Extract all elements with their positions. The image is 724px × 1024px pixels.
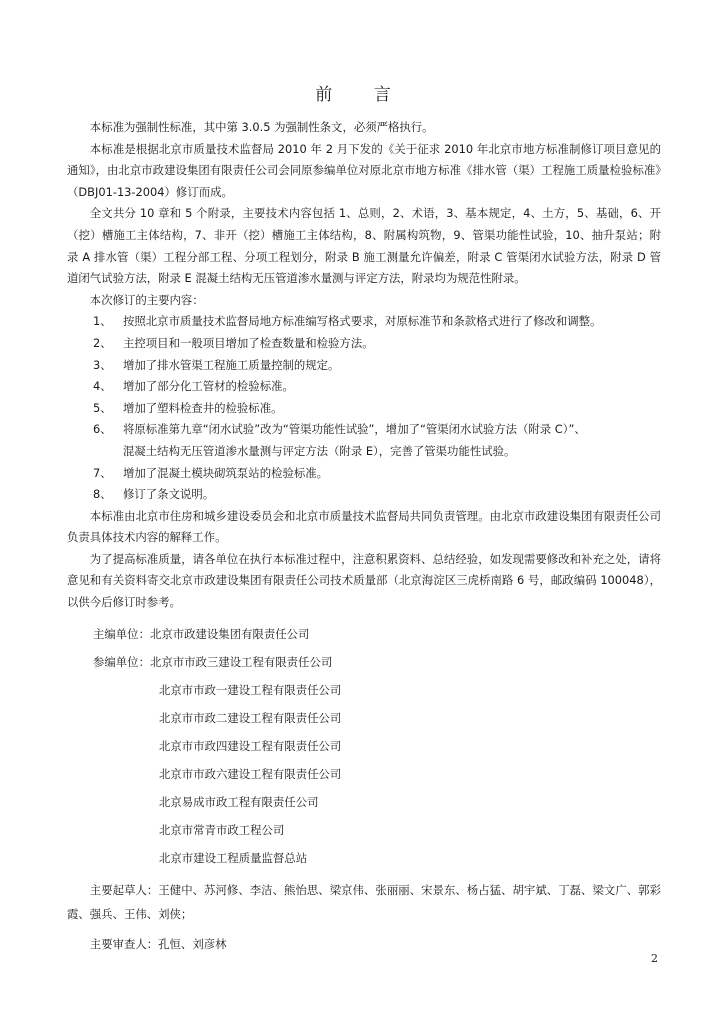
co-editor: 北京市市政六建设工程有限责任公司 <box>159 766 342 781</box>
list-item-continuation: 混凝土结构无压管道渗水量测与评定方法（附录 E），完善了管渠功能性试验。 <box>123 443 516 458</box>
paragraph-revision-intro: 本次修订的主要内容： <box>89 292 204 307</box>
paragraph-management: 本标准由北京市住房和城乡建设委员会和北京市质量技术监督局共同负责管理。由北京市政建设集团有限责任公司负责具体技术内容的解释工作。 <box>67 508 661 545</box>
co-editor: 北京市常青市政工程公司 <box>159 822 285 837</box>
co-editor: 北京市市政二建设工程有限责任公司 <box>159 710 342 725</box>
co-editor: 北京市市政四建设工程有限责任公司 <box>159 738 342 753</box>
list-item: 4、 增加了部分化工管材的检验标准。 <box>93 379 294 394</box>
co-editor: 北京市建设工程质量监督总站 <box>159 850 308 865</box>
co-editors-label: 参编单位： <box>93 654 150 669</box>
list-item: 6、 将原标准第九章“闭水试验”改为“管渠功能性试验”，增加了“管渠闭水试验方法（附录 C）”、 <box>93 422 586 437</box>
revision-list <box>67 311 661 505</box>
co-editor-row <box>67 648 661 676</box>
paragraph-contents: 全文共分 10 章和 5 个附录，主要技术内容包括 1、总则，2、术语，3、基本规定，4、土方，5、基础，6、开（挖）槽施工主体结构，7、非开（挖）槽施工主体结构，8、附属构筑物，9、管渠功能性试验，10、抽升泵站；附录 A 排水管（渠）工程分部工程、分项工程划分，附录 B 施工测量允许偏差，附录 C 管渠闭水试验方法，附录 D 管道闭气试验方法，附录 E 混凝土结构无压管道渗水量测与评定方法，附录均为规范性附录。 <box>67 206 661 286</box>
co-editor: 北京市市政一建设工程有限责任公司 <box>159 682 342 697</box>
drafters-list: 主要起草人：王健中、苏河修、李洁、熊怡思、梁京伟、张丽丽、宋景东、杨占猛、胡宇斌、丁磊、梁文广、郭彩霞、强兵、王伟、刘侠； <box>67 882 661 921</box>
chief-editor-unit: 主编单位：北京市政建设集团有限责任公司 <box>93 626 310 641</box>
list-item: 3、 增加了排水管渠工程施工质量控制的规定。 <box>93 357 340 372</box>
paragraph-basis: 本标准是根据北京市质量技术监督局 2010 年 2 月下发的《关于征求 2010 年北京市地方标准制修订项目意见的通知》，由北京市政建设集团有限责任公司会同原参编单位对原北京市地方标准《排水管（渠）工程施工质量检验标准》（DBJ01-13-2004）修订而成。 <box>67 141 661 199</box>
reviewers-list: 主要审查人：孔恒、刘彦林 <box>89 936 227 951</box>
co-editor: 北京易成市政工程有限责任公司 <box>159 794 319 809</box>
co-editor: 北京市市政三建设工程有限责任公司 <box>149 654 333 669</box>
paragraph-feedback: 为了提高标准质量，请各单位在执行本标准过程中，注意积累资料、总结经验，如发现需要修改和补充之处，请将意见和有关资料寄交北京市政建设集团有限责任公司技术质量部（北京海淀区三虎桥南路 6 号，邮政编码 100048），以供今后修订时参考。 <box>67 551 661 610</box>
list-item: 7、 增加了混凝土模块砌筑泵站的检验标准。 <box>93 465 329 480</box>
list-item: 2、 主控项目和一般项目增加了检查数量和检验方法。 <box>93 335 374 350</box>
paragraph-mandatory: 本标准为强制性标准，其中第 3.0.5 为强制性条文，必须严格执行。 <box>89 120 434 134</box>
page-title: 前 言 <box>315 85 409 105</box>
page-number: 2 <box>651 952 658 965</box>
list-item: 5、 增加了塑料检查井的检验标准。 <box>93 400 283 415</box>
list-item: 8、 修订了条文说明。 <box>93 487 215 502</box>
document-body <box>67 117 661 956</box>
list-item: 1、 按照北京市质量技术监督局地方标准编写格式要求，对原标准节和条款格式进行了修改和调整。 <box>93 314 602 329</box>
